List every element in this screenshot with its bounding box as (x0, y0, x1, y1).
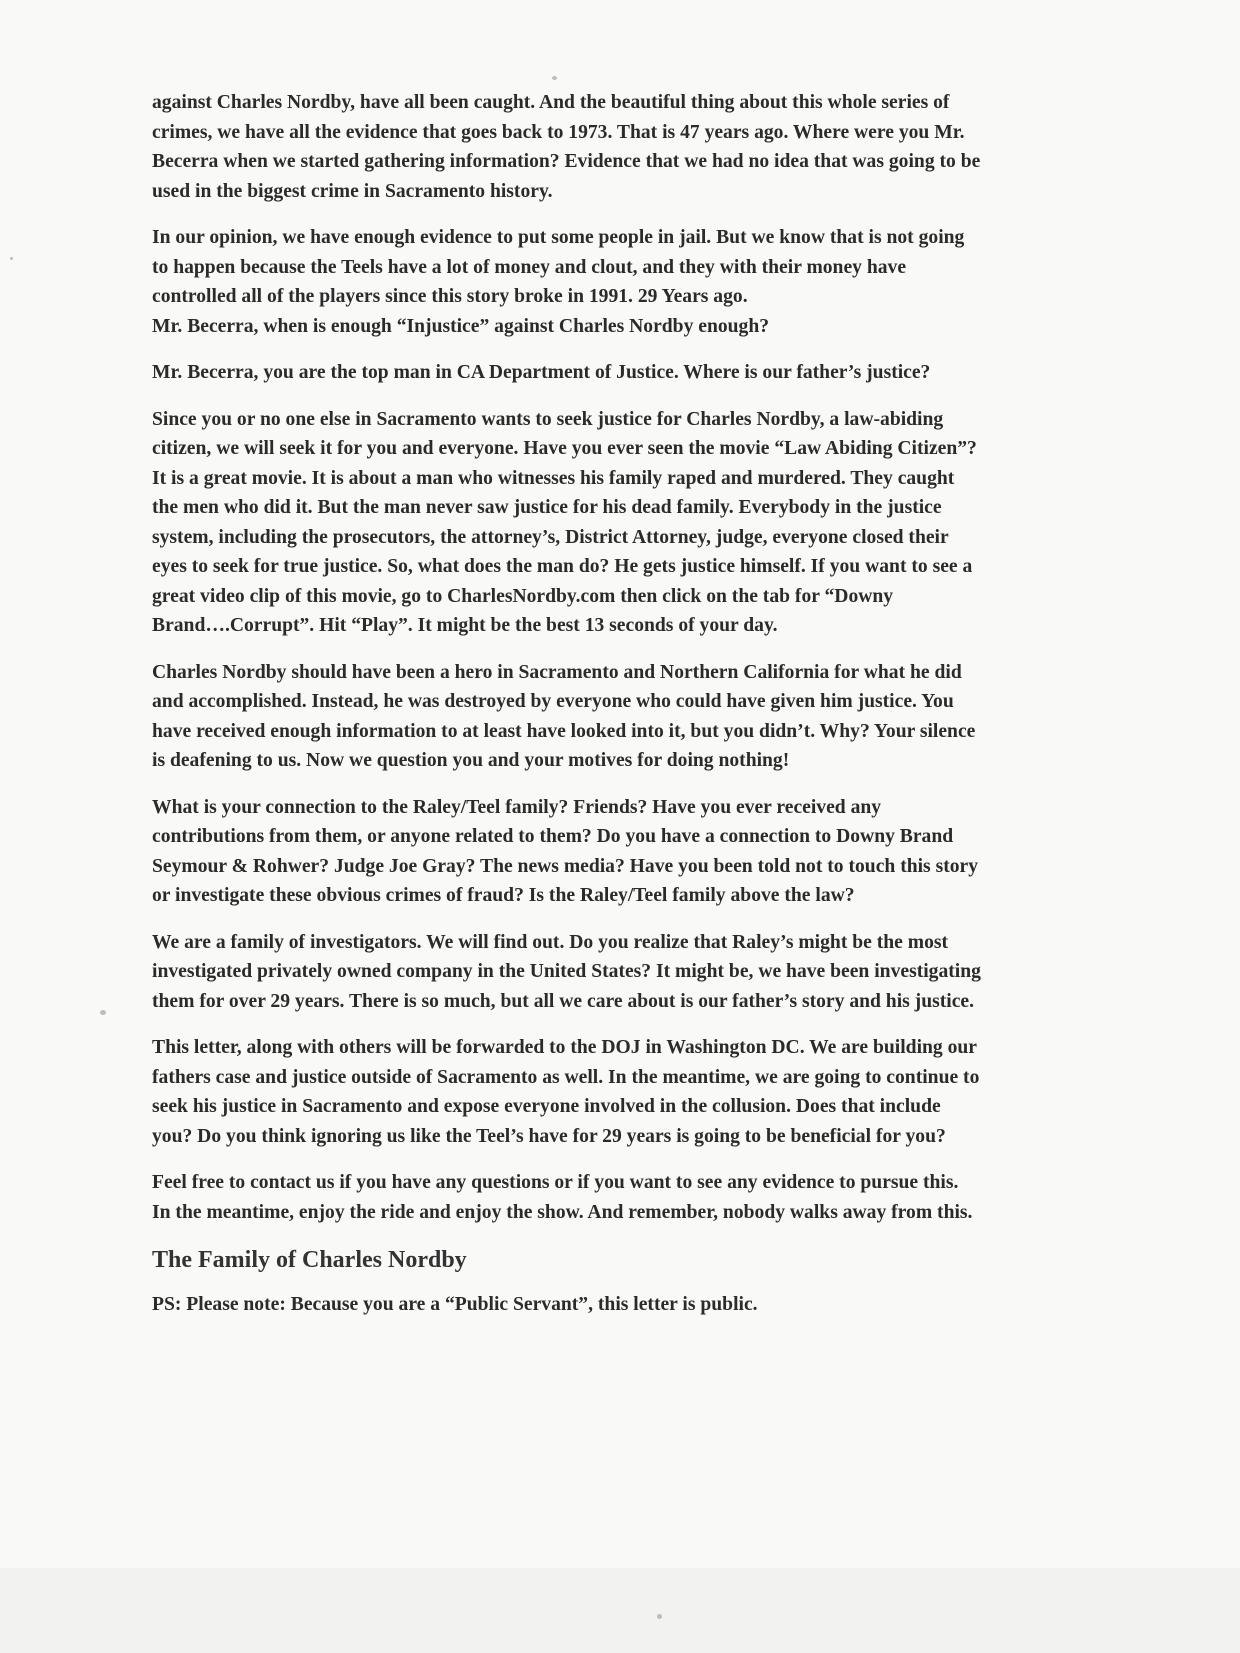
text-line: you? Do you think ignoring us like the Teel’s have for 29 years is going to be beneficial for you? (152, 1125, 946, 1147)
letter-body (152, 88, 1112, 1337)
text-line: Seymour & Rohwer? Judge Joe Gray? The news media? Have you been told not to touch this story (152, 855, 979, 877)
text-line: In the meantime, enjoy the ride and enjoy the show. And remember, nobody walks away from this. (152, 1201, 973, 1223)
text-line: used in the biggest crime in Sacramento history. (152, 180, 553, 202)
text-line: and accomplished. Instead, he was destroyed by everyone who could have given him justice. You (152, 691, 954, 712)
letter-paragraphs (152, 88, 1112, 1227)
text-line: Feel free to contact us if you have any questions or if you want to see any evidence to pursue this. (152, 1172, 959, 1193)
text-line: Mr. Becerra, you are the top man in CA Department of Justice. Where is our father’s justice? (152, 362, 931, 383)
text-line: This letter, along with others will be forwarded to the DOJ in Washington DC. We are building our (152, 1037, 978, 1058)
text-line: have received enough information to at least have looked into it, but you didn’t. Why? Your silence (152, 720, 976, 742)
paragraph (152, 1168, 1112, 1227)
text-line: In our opinion, we have enough evidence to put some people in jail. But we know that is not going (152, 227, 965, 248)
paragraph (152, 1033, 1112, 1151)
text-line: Charles Nordby should have been a hero in Sacramento and Northern California for what he did (152, 661, 962, 683)
paragraph (152, 223, 1112, 341)
text-line: eyes to seek for true justice. So, what does the man do? He gets justice himself. If you want to see a (152, 556, 973, 577)
signature: The Family of Charles Nordby (152, 1247, 467, 1273)
text-line: against Charles Nordby, have all been caught. And the beautiful thing about this whole series of (152, 92, 950, 113)
text-line: Mr. Becerra, when is enough “Injustice” against Charles Nordby enough? (152, 315, 770, 337)
scan-speck (100, 1010, 106, 1015)
scan-speck (10, 257, 13, 260)
text-line: Becerra when we started gathering information? Evidence that we had no idea that was going to be (152, 151, 981, 172)
text-line: contributions from them, or anyone related to them? Do you have a connection to Downy Brand (152, 826, 954, 847)
text-line: We are a family of investigators. We will find out. Do you realize that Raley’s might be the most (152, 931, 949, 953)
text-line: investigated privately owned company in the United States? It might be, we have been investigating (152, 961, 981, 982)
paragraph (152, 658, 1112, 776)
text-line: Since you or no one else in Sacramento wants to seek justice for Charles Nordby, a law-abiding (152, 408, 944, 430)
text-line: is deafening to us. Now we question you and your motives for doing nothing! (152, 750, 790, 771)
paragraph (152, 358, 1112, 388)
scan-speck (657, 1614, 662, 1619)
paragraph (152, 88, 1112, 206)
text-line: or investigate these obvious crimes of fraud? Is the Raley/Teel family above the law? (152, 885, 855, 906)
text-line: system, including the prosecutors, the attorney’s, District Attorney, judge, everyone closed their (152, 526, 949, 548)
text-line: the men who did it. But the man never saw justice for his dead family. Everybody in the justice (152, 497, 942, 518)
text-line: seek his justice in Sacramento and expose everyone involved in the collusion. Does that include (152, 1096, 941, 1117)
paragraph (152, 928, 1112, 1017)
postscript: PS: Please note: Because you are a “Public Servant”, this letter is public. (152, 1294, 758, 1315)
text-line: crimes, we have all the evidence that goes back to 1973. That is 47 years ago. Where were you Mr. (152, 121, 965, 143)
scan-bottom-band (0, 1568, 1240, 1653)
text-line: to happen because the Teels have a lot of money and clout, and they with their money have (152, 256, 907, 278)
scan-speck (552, 76, 557, 80)
text-line: fathers case and justice outside of Sacramento as well. In the meantime, we are going to continue to (152, 1066, 980, 1088)
paragraph (152, 793, 1112, 911)
text-line: It is a great movie. It is about a man who witnesses his family raped and murdered. They caught (152, 467, 955, 489)
text-line: Brand….Corrupt”. Hit “Play”. It might be the best 13 seconds of your day. (152, 615, 778, 636)
text-line: controlled all of the players since this story broke in 1991. 29 Years ago. (152, 286, 748, 307)
text-line: What is your connection to the Raley/Teel family? Friends? Have you ever received any (152, 796, 882, 818)
text-line: them for over 29 years. There is so much, but all we care about is our father’s story and his justice. (152, 990, 974, 1012)
text-line: great video clip of this movie, go to CharlesNordby.com then click on the tab for “Downy (152, 585, 894, 607)
paragraph (152, 405, 1112, 641)
text-line: citizen, we will seek it for you and everyone. Have you ever seen the movie “Law Abiding Citizen”? (152, 438, 977, 459)
